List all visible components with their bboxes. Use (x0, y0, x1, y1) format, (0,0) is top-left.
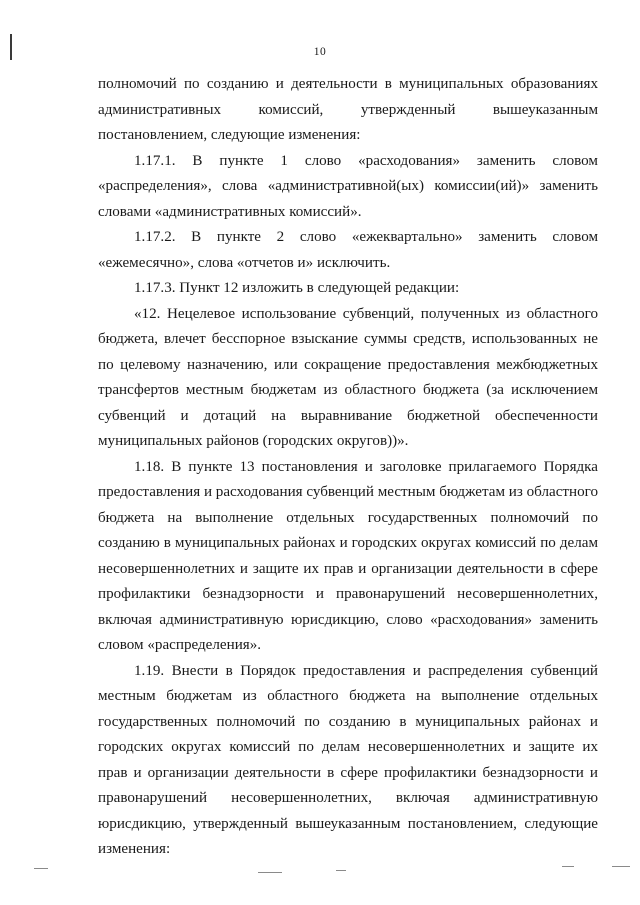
page-number: 10 (313, 46, 327, 58)
paragraph-1-19: 1.19. Внести в Порядок предоставления и распределения субвенций местным бюджетам из областного бюджета на выполнение отдельных государственных полномочий по созданию в муниципальных районах и городских округах комиссий по делам несовершеннолетних и защите их прав и организации деятельности в сфере профилактики безнадзорности и правонарушений несовершеннолетних, включая административную юрисдикцию, утвержденный вышеуказанным постановлением, следующие изменения: (98, 662, 598, 857)
scan-edge-dust-left (34, 868, 48, 869)
paragraph-1-17-1: 1.17.1. В пункте 1 слово «расходования» заменить словом «распределения», слова «административной(ых) комиссии(ий)» заменить словами «административных комиссий». (98, 152, 598, 220)
paragraph-1-18: 1.18. В пункте 13 постановления и заголовке прилагаемого Порядка предоставления и расходования субвенций местным бюджетам из областного бюджета на выполнение отдельных государственных полномочий по созданию в муниципальных районах и городских округах комиссий по делам несовершеннолетних и защите их прав и организации деятельности в сфере профилактики безнадзорности и правонарушений несовершеннолетних, включая административную юрисдикцию, слово «расходования» заменить словом «распределения». (98, 458, 598, 653)
document-body (98, 72, 598, 863)
paragraph-point-12-quote: «12. Нецелевое использование субвенций, полученных из областного бюджета, влечет бесспорное взыскание суммы средств, использованных не по целевому назначению, или сокращение предоставления межбюджетных трансфертов местным бюджетам из областного бюджета (за исключением субвенций и дотаций на выравнивание бюджетной обеспеченности муниципальных районов (городских округов))». (98, 305, 598, 449)
paragraph-1-17-2: 1.17.2. В пункте 2 слово «ежеквартально» заменить словом «ежемесячно», слова «отчетов и» исключить. (98, 229, 598, 271)
paragraph-intro-continuation: полномочий по созданию и деятельности в муниципальных образованиях административных комиссий, утвержденный вышеуказанным постановлением, следующие изменения: (98, 76, 598, 143)
scan-edge-dust-center (258, 872, 282, 873)
scan-edge-dust-far-right (612, 866, 630, 867)
paragraph-1-17-3: 1.17.3. Пункт 12 изложить в следующей редакции: (134, 280, 460, 296)
scan-edge-dust-right (562, 866, 574, 867)
scan-edge-dust-center-right (336, 870, 346, 871)
